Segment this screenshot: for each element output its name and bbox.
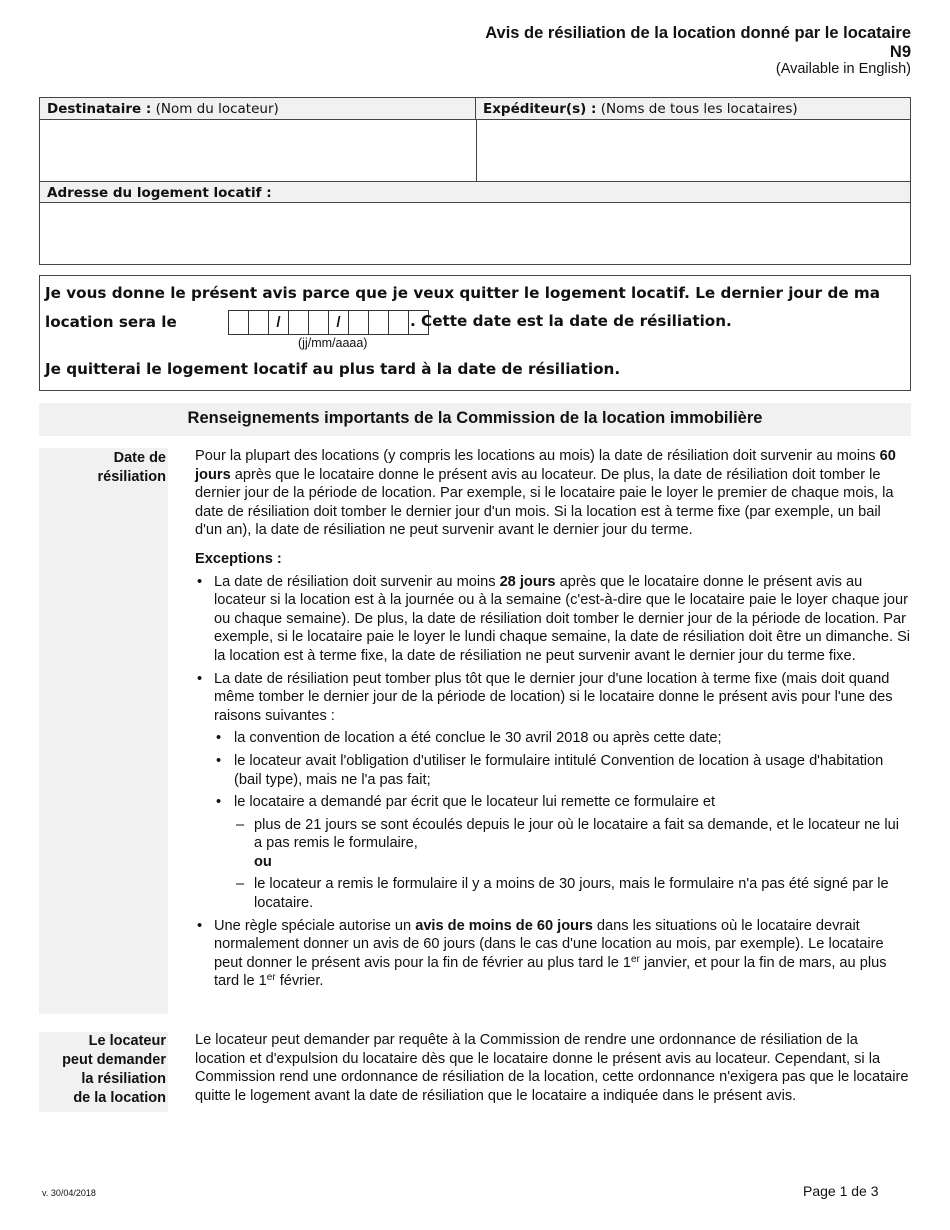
form-version: v. 30/04/2018 bbox=[42, 1188, 96, 1198]
list-item: • La date de résiliation doit survenir au moins 28 jours après que le locataire donne le présent avis au locateur si la location est à la journée ou à la semaine (c'est-à-dire que le locataire paie le loyer chaque jour ou chaque semaine). De plus, la date de résiliation doit tomber le dernier jour de la période de location. Par exemple, si le locataire paie le loyer le lundi chaque semaine, la date de résiliation doit être un dimanche. Si la location est à terme fixe, la date de résiliation ne peut survenir avant le dernier jour du terme fixe. bbox=[195, 573, 911, 666]
destinataire-label: Destinataire : (Nom du locateur) bbox=[40, 98, 476, 120]
list-item: • la convention de location a été conclue le 30 avril 2018 ou après cette date; bbox=[214, 729, 911, 748]
form-header bbox=[485, 24, 911, 78]
date-year-digit-2[interactable] bbox=[368, 310, 389, 335]
date-day-digit-1[interactable] bbox=[228, 310, 249, 335]
available-in-english: (Available in English) bbox=[775, 61, 911, 77]
section-2-body bbox=[195, 1031, 911, 1105]
reasons-list bbox=[214, 729, 911, 912]
form-title: Avis de résiliation de la location donné par le locataire bbox=[485, 24, 911, 42]
section-1-paragraph: Pour la plupart des locations (y compris les locations au mois) la date de résiliation doit survenir au moins 60 jours après que le locataire donne le présent avis au locateur. De plus, la date de résiliation doit tomber le dernier jour de la période de location. Par exemple, si le locataire paie le loyer le premier de chaque mois, la date de résiliation doit tomber le dernier jour d'un mois. Si la location est à terme fixe (par exemple, un bail d'un an), la date de résiliation ne peut survenir avant le dernier jour du terme. bbox=[195, 448, 896, 539]
list-item: – plus de 21 jours se sont écoulés depuis le jour où le locataire a fait sa demande, et le locateur ne lui a pas remis le formulaire, ou bbox=[234, 816, 911, 872]
parties-table bbox=[39, 97, 911, 265]
info-title: Renseignements importants de la Commission de la location immobilière bbox=[39, 403, 911, 436]
section-2-paragraph: Le locateur peut demander par requête à la Commission de rendre une ordonnance de résiliation de la location et d'expulsion du locataire dès que le locataire donne le présent avis au locateur. Cependant, si la Commission rend une ordonnance de résiliation de la location, cette ordonnance n'exigera pas que le locataire quitte le logement avant la date de résiliation que le locataire a indiquée dans le présent avis. bbox=[195, 1032, 909, 1104]
date-month-digit-2[interactable] bbox=[308, 310, 329, 335]
date-separator: / bbox=[328, 310, 349, 335]
notice-line-2-start: location sera le bbox=[45, 313, 177, 331]
date-separator: / bbox=[268, 310, 289, 335]
section-1-heading: Date de résiliation bbox=[39, 448, 168, 1014]
notice-line-1: Je vous donne le présent avis parce que je veux quitter le logement locatif. Le dernier jour de ma bbox=[45, 284, 880, 302]
exceptions-list bbox=[195, 573, 911, 991]
list-item: – le locateur a remis le formulaire il y a moins de 30 jours, mais le formulaire n'a pas été signé par le locataire. bbox=[234, 875, 911, 912]
conditions-list bbox=[234, 816, 911, 913]
adresse-label: Adresse du logement locatif : bbox=[40, 181, 910, 203]
date-year-digit-1[interactable] bbox=[348, 310, 369, 335]
adresse-field[interactable] bbox=[40, 204, 910, 264]
section-1-body bbox=[195, 447, 911, 995]
list-item: • le locataire a demandé par écrit que le locateur lui remette ce formulaire et – plus de 21 jours se sont écoulés depuis le jour où le locataire a fait sa demande, et le locateur ne lui a pas remis le formulaire, ou – le locateur a remis le formulaire il y a moins de 30 jours, mais le formulaire n'a pas été signé par le locataire. bbox=[214, 793, 911, 913]
date-year-digit-3[interactable] bbox=[388, 310, 409, 335]
exceptions-heading: Exceptions : bbox=[195, 550, 282, 567]
date-format-hint: (jj/mm/aaaa) bbox=[298, 336, 368, 350]
date-day-digit-2[interactable] bbox=[248, 310, 269, 335]
page-number: Page 1 de 3 bbox=[803, 1183, 879, 1199]
notice-box bbox=[39, 275, 911, 391]
notice-line-3: Je quitterai le logement locatif au plus tard à la date de résiliation. bbox=[45, 360, 621, 378]
list-item: • Une règle spéciale autorise un avis de moins de 60 jours dans les situations où le locataire devrait normalement donner un avis de 60 jours (dans le cas d'une location au mois, par exemple). Le locataire peut donner le présent avis pour la fin de février au plus tard le 1er janvier, et pour la fin de mars, au plus tard le 1er février. bbox=[195, 917, 911, 991]
expediteur-field[interactable] bbox=[476, 120, 910, 181]
destinataire-field[interactable] bbox=[40, 120, 477, 181]
list-item: • le locateur avait l'obligation d'utiliser le formulaire intitulé Convention de location à usage d'habitation (bail type), mais ne l'a pas fait; bbox=[214, 752, 911, 789]
form-code: N9 bbox=[889, 43, 911, 61]
date-month-digit-1[interactable] bbox=[288, 310, 309, 335]
expediteur-label: Expéditeur(s) : (Noms de tous les locataires) bbox=[476, 98, 910, 120]
notice-line-2-end: . Cette date est la date de résiliation. bbox=[410, 312, 732, 330]
section-2-heading: Le locateur peut demander la résiliation de la location bbox=[39, 1032, 168, 1112]
termination-date-input[interactable] bbox=[228, 310, 428, 335]
list-item: • La date de résiliation peut tomber plus tôt que le dernier jour d'une location à terme fixe (mais doit quand même tomber le dernier jour de la période de location) si le locataire donne le présent avis pour l'une des raisons suivantes : • la convention de location a été conclue le 30 avril 2018 ou après cette date; • le locateur avait l'obligation d'utiliser le formulaire intitulé Convention de location à usage d'habitation (bail type), mais ne l'a pas fait; • le locataire a demandé par écrit que le locateur lui remette ce formulaire et – plus de 21 jours se sont écoulés depuis le jour où le locataire a fait sa demande, et le locateur ne lui a pas remis le formulaire, ou – le locateur a remis le formulaire il y a moins de 30 jours, mais le formulaire n'a pas été signé par le locataire. bbox=[195, 670, 911, 913]
